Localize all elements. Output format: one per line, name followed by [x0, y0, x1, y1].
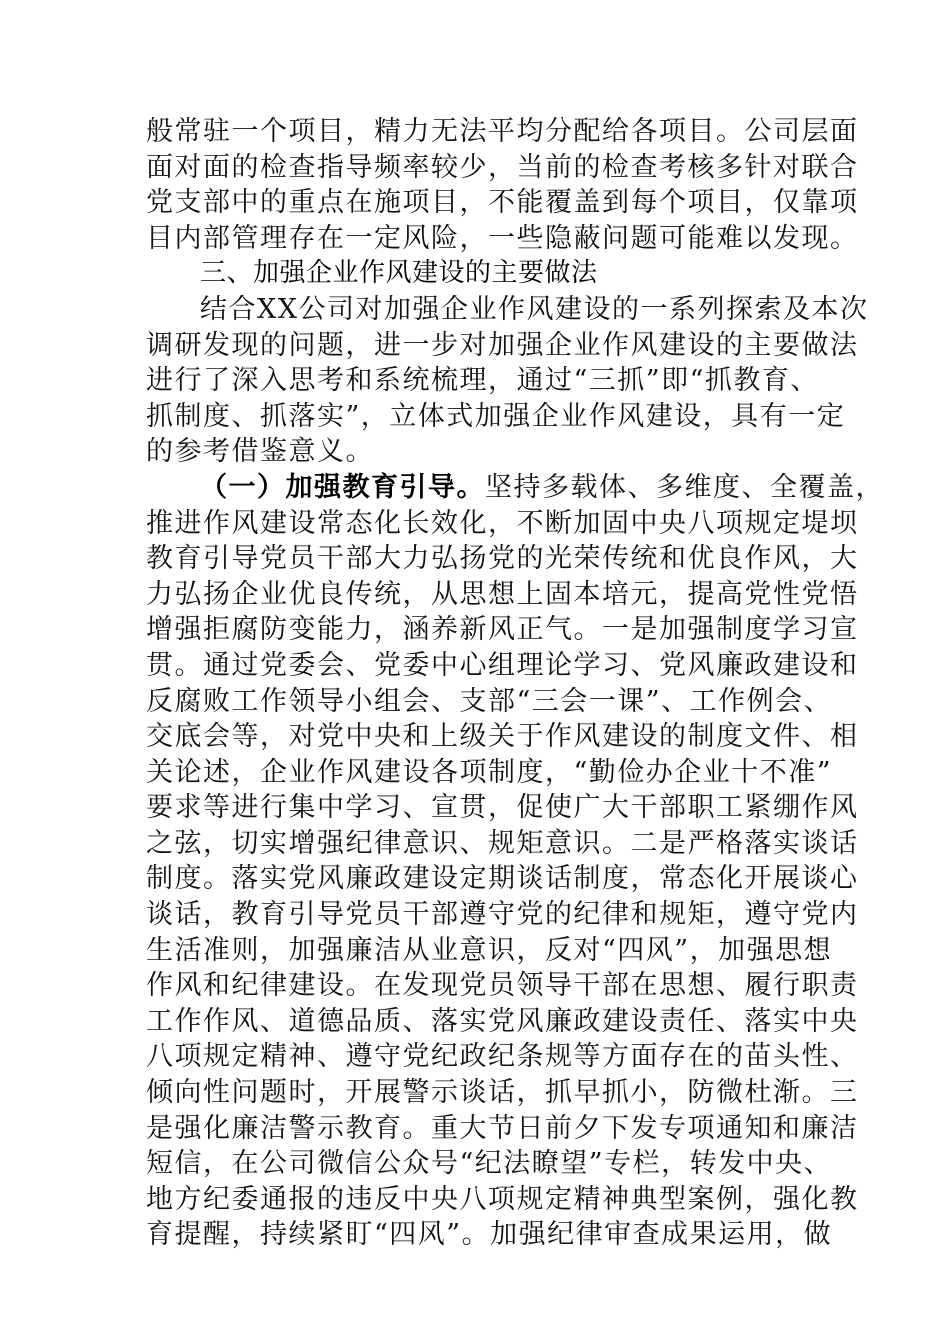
body-line: 育提醒，持续紧盯“四风”。加强纪律审查成果运用，做: [146, 1219, 833, 1251]
body-line: 党支部中的重点在施项目，不能覆盖到每个项目，仅靠项: [146, 187, 859, 219]
document-body: [146, 114, 884, 1253]
body-line: 是强化廉洁警示教育。重大节日前夕下发专项通知和廉洁: [146, 1112, 859, 1144]
body-line: 的参考借鉴意义。: [146, 436, 374, 468]
body-line: 要求等进行集中学习、宣贯，促使广大干部职工紧绷作风: [146, 792, 859, 824]
subsection-line: [146, 470, 884, 506]
body-line: 进行了深入思考和系统梳理，通过“三抓”即“抓教育、: [146, 365, 819, 397]
body-line: 生活准则，加强廉洁从业意识，反对“四风”，加强思想: [146, 934, 833, 966]
body-line: 关论述，企业作风建设各项制度，“勤俭办企业十不准”: [146, 756, 833, 788]
subsection-heading: （一）加强教育引导。: [200, 471, 485, 503]
subsection-text: 坚持多载体、多维度、全覆盖，: [485, 471, 884, 503]
body-line: 贯。通过党委会、党委中心组理论学习、党风廉政建设和: [146, 649, 859, 681]
body-line: 交底会等，对党中央和上级关于作风建设的制度文件、相: [146, 721, 859, 753]
body-line: 八项规定精神、遵守党纪政纪条规等方面存在的苗头性、: [146, 1041, 859, 1073]
body-line: 目内部管理存在一定风险，一些隐蔽问题可能难以发现。: [146, 222, 859, 254]
body-line: 之弦，切实增强纪律意识、规矩意识。二是严格落实谈话: [146, 827, 859, 859]
body-line: 工作作风、道德品质、落实党风廉政建设责任、落实中央: [146, 1005, 859, 1037]
body-line: 力弘扬企业优良传统，从思想上固本培元，提高党性党悟: [146, 578, 859, 610]
body-line: 反腐败工作领导小组会、支部“三会一课”、工作例会、: [146, 685, 833, 717]
body-line: 般常驻一个项目，精力无法平均分配给各项目。公司层面: [146, 116, 859, 147]
body-line: 短信，在公司微信公众号“纪法瞭望”专栏，转发中央、: [146, 1148, 833, 1180]
paragraph-first-line: 结合XX公司对加强企业作风建设的一系列探索及本次: [200, 293, 869, 325]
body-line: 教育引导党员干部大力弘扬党的光荣传统和优良作风，大: [146, 543, 859, 575]
body-line: 调研发现的问题，进一步对加强企业作风建设的主要做法: [146, 329, 859, 361]
body-line: 增强拒腐防变能力，涵养新风正气。一是加强制度学习宣: [146, 614, 859, 646]
body-line: 谈话，教育引导党员干部遵守党的纪律和规矩，遵守党内: [146, 899, 859, 931]
body-line: 制度。落实党风廉政建设定期谈话制度，常态化开展谈心: [146, 863, 859, 895]
body-line: 作风和纪律建设。在发现党员领导干部在思想、履行职责: [146, 970, 859, 1002]
body-line: 抓制度、抓落实”，立体式加强企业作风建设，具有一定: [146, 400, 846, 432]
body-line: 推进作风建设常态化长效化，不断加固中央八项规定堤坝: [146, 507, 859, 539]
body-line: 面对面的检查指导频率较少，当前的检查考核多针对联合: [146, 151, 859, 183]
section-heading: 三、加强企业作风建设的主要做法: [200, 258, 598, 289]
body-line: 地方纪委通报的违反中央八项规定精神典型案例，强化教: [146, 1183, 859, 1215]
body-line: 倾向性问题时，开展警示谈话，抓早抓小，防微杜渐。三: [146, 1077, 859, 1109]
